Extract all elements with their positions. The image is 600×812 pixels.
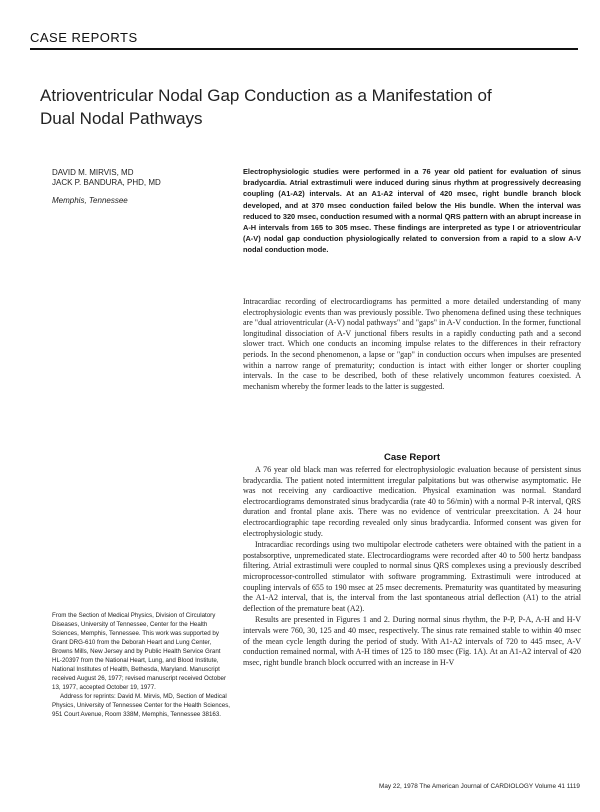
footnote-reprints: Address for reprints: David M. Mirvis, MD, Section of Medical Physics, University of Tennessee Center for the Health Sciences, 951 Court Avenue, Room 338M, Memphis, Tennessee 38163.	[52, 693, 231, 718]
author-name: DAVID M. MIRVIS, MD	[52, 168, 134, 177]
section-heading-case-report: Case Report	[384, 452, 440, 463]
section-label: CASE REPORTS	[30, 30, 138, 45]
article-title: Atrioventricular Nodal Gap Conduction as a Manifestation of Dual Nodal Pathways	[40, 86, 492, 128]
author-location: Memphis, Tennessee	[52, 196, 128, 205]
body-paragraph: Intracardiac recordings using two multipolar electrode catheters were obtained with the patient in a postabsorptive, unpremedicated state. Electrocardiograms were recorded after 40 to 500 hertz bandpass filtering. Atrial extrastimuli were coupled to normal sinus QRS complexes using a previously described microprocessor-controlled stimulator with software programming. Extrastimuli were introduced at coupling intervals of 655 to 190 msec at 25 msec decrements. Prematurity was quantitated by measuring the A1-A2 interval, that is, the interval from the last spontaneous atrial deflection (A1) to the atrial deflection of the premature beat (A2).	[243, 540, 581, 613]
author-block	[52, 168, 232, 206]
abstract: Electrophysiologic studies were performed in a 76 year old patient for evaluation of sinus bradycardia. Atrial extrastimuli were induced during sinus rhythm at progressively decreasing coupling (A1-A2) intervals. At an A1-A2 interval of 420 msec, right bundle branch block developed, and at 370 msec conduction failed below the His bundle. When the interval was reduced to 320 msec, conduction resumed with a normal QRS pattern with an abrupt increase in A-H intervals from 165 to 305 msec. These findings are interpreted as type I or atrioventricular (A-V) nodal gap conduction physiologically related to conversion from a rapid to a slow A-V nodal conduction mode.	[243, 167, 581, 255]
footnote-affiliation: From the Section of Medical Physics, Division of Circulatory Diseases, University of Tennessee, Center for the Health Sciences, Memphis, Tennessee. This work was supported by Grant DRG-610 from the Deborah Heart and Lung Center, Browns Mills, New Jersey and by Public Health Service Grant HL-20397 from the National Heart, Lung, and Blood Institute, National Institutes of Health, Bethesda, Maryland. Manuscript received August 26, 1977; revised manuscript received October 13, 1977, accepted October 19, 1977.	[52, 612, 227, 691]
body-paragraph: A 76 year old black man was referred for electrophysiologic evaluation because of persistent sinus bradycardia. The patient noted intermittent irregular palpitations but was otherwise asymptomatic. He was not receiving any cardioactive medication. Physical examination was normal. Standard electrocardiograms demonstrated sinus bradycardia (rate 40 to 56/min) with a normal P-R interval, QRS duration and frontal plane axis. There was no evidence of ventricular preexcitation. A 24 hour electrocardiographic tape recording revealed only sinus bradycardia. Informed consent was given for electrophysiologic study.	[243, 465, 581, 538]
body-paragraph: Results are presented in Figures 1 and 2. During normal sinus rhythm, the P-P, P-A, A-H and H-V intervals were 760, 30, 125 and 40 msec, respectively. The sinus rate remained stable to within 40 msec of the mean cycle length during the period of study. With A1-A2 intervals of 720 to 445 msec, A-V conduction remained normal, with A-H times of 125 to 180 msec (Fig. 1A). At an A1-A2 interval of 420 msec, right bundle branch block occurred with an increase in H-V	[243, 615, 581, 667]
intro-paragraph: Intracardiac recording of electrocardiograms has permitted a more detailed understanding of many electrophysiologic events than was previously possible. Two phenomena defined using these techniques are "dual atrioventricular (A-V) nodal pathways" and "gaps" in A-V conduction. In the former, functional longitudinal dissociation of A-V junctional fibers results in a rapidly conducting path and a second slower tract. Which one conducts an incoming impulse relates to the differences in their refractory periods. In the second phenomenon, a lapse or "gap" in conduction occurs when impulses are presented within a narrow range of prematurity; conduction is intact with either longer or shorter coupling intervals. In the case to be described, both of these relatively uncommon features coexisted. A mechanism whereby the former leads to the latter is suggested.	[243, 297, 581, 391]
affiliation-footnote	[52, 611, 232, 719]
page-footer: May 22, 1978 The American Journal of CARDIOLOGY Volume 41 1119	[379, 783, 580, 790]
author-name: JACK P. BANDURA, PHD, MD	[52, 178, 161, 187]
case-report-body	[243, 465, 581, 668]
header-rule	[30, 48, 578, 50]
